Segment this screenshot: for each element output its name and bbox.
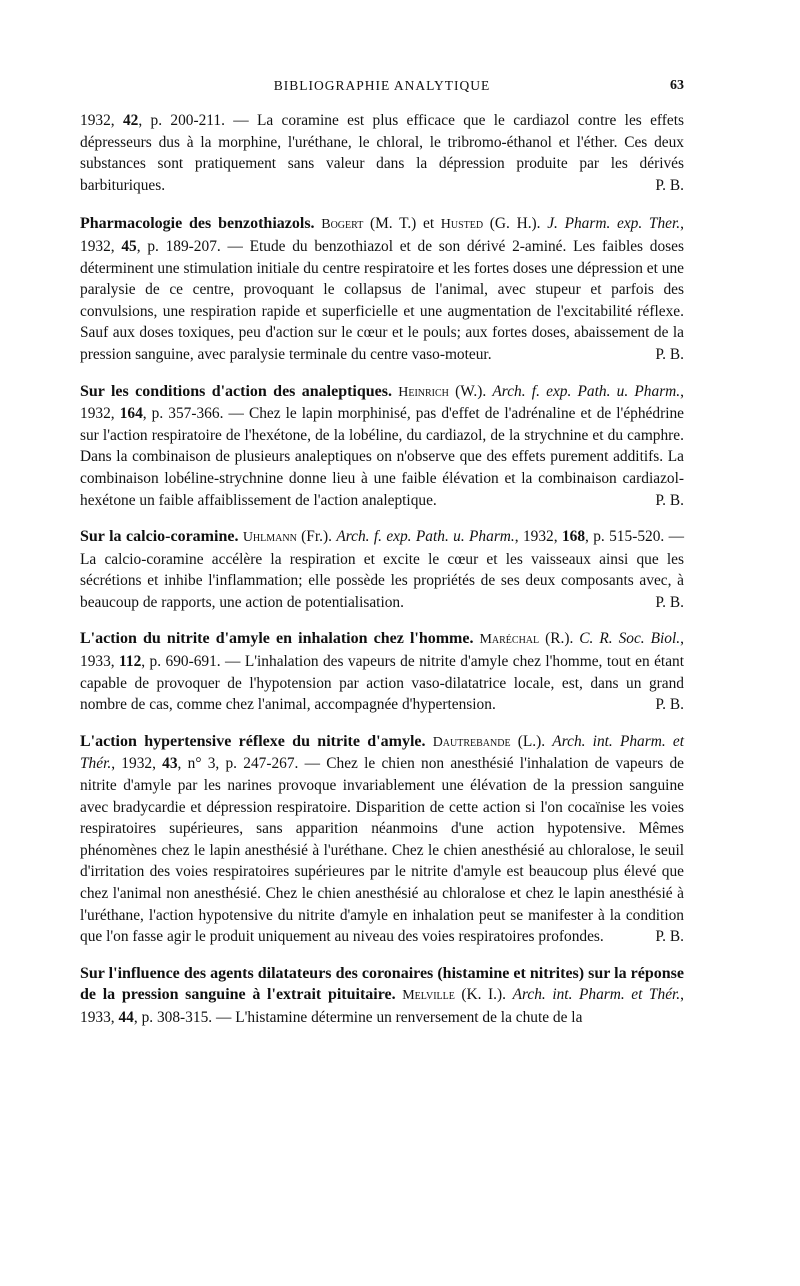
- entry-title: Sur l'influence des agents dilatateurs des coronaires (histamine et nitrites) sur la réponse de la pression sanguine à l'extrait pituitaire.: [80, 964, 684, 1004]
- entry-author-initials: (L.).: [510, 732, 546, 750]
- entry-journal: Arch. f. exp. Path. u. Pharm.: [492, 382, 681, 400]
- running-title: BIBLIOGRAPHIE ANALYTIQUE: [273, 78, 491, 93]
- entry-abstract: L'histamine détermine un renversement de la chute de la: [235, 1008, 583, 1026]
- bibliography-entry: [80, 628, 684, 715]
- continuation-entry: [80, 110, 684, 196]
- entry-pages: , p. 690-691. —: [141, 653, 245, 671]
- continuation-volume: 42: [122, 112, 139, 129]
- entry-author-initials: (Fr.).: [296, 528, 332, 546]
- entry-signature: P. B.: [655, 345, 684, 363]
- bibliography-entry: [80, 731, 684, 948]
- entry-pages: , n° 3, p. 247-267. —: [177, 755, 327, 773]
- page-body: [80, 110, 684, 1044]
- bibliography-entry: [80, 381, 684, 512]
- entry-pages: , p. 357-366. —: [142, 405, 249, 423]
- entry-volume: 168: [561, 528, 586, 546]
- entry-abstract: Etude du benzothiazol et de son dérivé 2-aminé. Les faibles doses déterminent une stimulation initiale du centre respiratoire et les fortes doses une dépression et une paralysie de ce centre, provoquant le collapsus de l'animal, avec stupeur et parfois des convulsions, une respiration rapide et superficielle et une augmentation de l'excitabilité réflexe. Sauf aux doses toxiques, peu d'action sur le cœur et le pouls; aux fortes doses, abaissement de la pression sanguine, avec paralysie terminale du centre vaso-moteur.: [80, 237, 684, 363]
- continuation-pages: , p. 200-211. —: [138, 112, 257, 129]
- continuation-ref: 1932,: [80, 112, 123, 129]
- bibliography-entry: [80, 213, 684, 365]
- entry-abstract: L'inhalation des vapeurs de nitrite d'amyle chez l'homme, tout en étant capable de provoquer de l'hypotension par action vaso-dilatatrice locale, est, dans un grand nombre de cas, comme chez l'animal, accompagnée d'hypertension.: [80, 653, 685, 714]
- entry-title: Pharmacologie des benzothiazols.: [80, 215, 315, 233]
- continuation-signature: P. B.: [655, 176, 684, 194]
- entry-journal: Arch. int. Pharm. et Thér.: [80, 732, 684, 773]
- entry-author: Bogert: [321, 217, 364, 233]
- entry-pages: , p. 308-315. —: [133, 1008, 236, 1026]
- entry-abstract: Chez le chien non anesthésié l'inhalation de vapeurs de nitrite d'amyle par les narines provoque invariablement une élévation de la pression sanguine avec bradycardie et dépression respiratoire. Disparition de cette action si l'on cocaïnise les voies respiratoires supérieures, sans apparition néanmoins d'une action hypotensive. Mêmes phénomènes chez le lapin anesthésié à l'uréthane. Chez le chien anesthésié au chloralose, le seuil d'irritation des voies respiratoires supérieures par le nitrite d'amyle est beaucoup plus élevé que chez l'animal non anesthésié. Chez le chien anesthésié au chloralose et chez le lapin anesthésié à l'uréthane, l'action hypotensive du nitrite d'amyle en inhalation peut se manifester à la condition que l'on fasse agir le produit uniquement au niveau des voies respiratoires profondes.: [80, 755, 684, 946]
- entry-volume: 164: [119, 405, 143, 423]
- entry-abstract: Chez le lapin morphinisé, pas d'effet de l'adrénaline et de l'éphédrine sur l'action respiratoire de l'hexétone, de la lobéline, du cardiazol, de la strychnine et du camphre. Dans la combinaison de plusieurs analeptiques on n'observe que des effets purement additifs. La combinaison lobéline-strychnine donne lieu à une faible élévation et la combinaison cardiazol-hexétone un faible affaiblissement de l'action analeptique.: [80, 405, 684, 509]
- entry-title: Sur la calcio-coramine.: [80, 528, 239, 546]
- bibliography-entry: [80, 963, 684, 1029]
- entry-journal: J. Pharm. exp. Ther.: [547, 215, 681, 233]
- entry-volume: 44: [118, 1008, 134, 1026]
- entry-title: L'action hypertensive réflexe du nitrite d'amyle.: [80, 732, 426, 750]
- entry-year: , 1933,: [80, 986, 685, 1026]
- entry-journal: Arch. int. Pharm. et Thér.: [512, 986, 681, 1004]
- entry-author: Husted: [440, 217, 484, 233]
- entry-year: , 1933,: [80, 630, 684, 671]
- entry-title: Sur les conditions d'action des analeptiques.: [80, 382, 393, 400]
- entry-author: Heinrich: [398, 384, 449, 400]
- entry-author-initials: (G. H.).: [483, 215, 541, 233]
- bibliography-entry: [80, 526, 684, 613]
- entry-journal: C. R. Soc. Biol.: [579, 630, 681, 648]
- entry-author: Uhlmann: [242, 530, 297, 546]
- entry-pages: , p. 515-520. —: [585, 528, 684, 546]
- entry-pages: , p. 189-207. —: [136, 237, 250, 255]
- entry-author: Melville: [402, 988, 455, 1004]
- entry-author: Maréchal: [479, 632, 540, 648]
- entry-journal: Arch. f. exp. Path. u. Pharm.: [336, 528, 515, 546]
- entry-title: L'action du nitrite d'amyle en inhalation chez l'homme.: [80, 630, 474, 648]
- entry-signature: P. B.: [655, 593, 684, 611]
- entry-volume: 45: [121, 237, 137, 255]
- entry-author-initials: (R.).: [539, 630, 574, 648]
- entry-volume: 43: [162, 755, 178, 773]
- continuation-text: La coramine est plus efficace que le cardiazol contre les effets dépresseurs dus à la morphine, l'uréthane, le chloral, le tribromo-éthanol et l'éther. Ces deux substances sont pratiquement sans valeur dans la dépression produite par les dérivés barbituriques.: [80, 112, 684, 194]
- entry-author-initials: (K. I.).: [454, 986, 507, 1004]
- page-number: 63: [670, 78, 684, 93]
- entry-author-initials: (W.).: [448, 382, 487, 400]
- entry-signature: P. B.: [655, 491, 684, 509]
- entry-year: , 1932,: [80, 215, 684, 255]
- entry-author-initials: (M. T.) et: [363, 215, 441, 233]
- running-header: [80, 78, 684, 100]
- entry-abstract: La calcio-coramine accélère la respiration et excite le cœur et les vaisseaux ainsi que les sécrétions et inhibe l'inflammation; elle possède les propriétés de ses deux composants avec, à beaucoup de rapports, une action de potentialisation.: [80, 550, 684, 611]
- entry-author: Dautrebande: [432, 734, 511, 750]
- entry-year: , 1932,: [80, 382, 685, 423]
- entry-volume: 112: [119, 653, 142, 671]
- entry-year: , 1932,: [514, 528, 562, 546]
- entry-signature: P. B.: [655, 928, 684, 946]
- entry-year: , 1932,: [111, 755, 163, 773]
- entry-signature: P. B.: [655, 696, 684, 714]
